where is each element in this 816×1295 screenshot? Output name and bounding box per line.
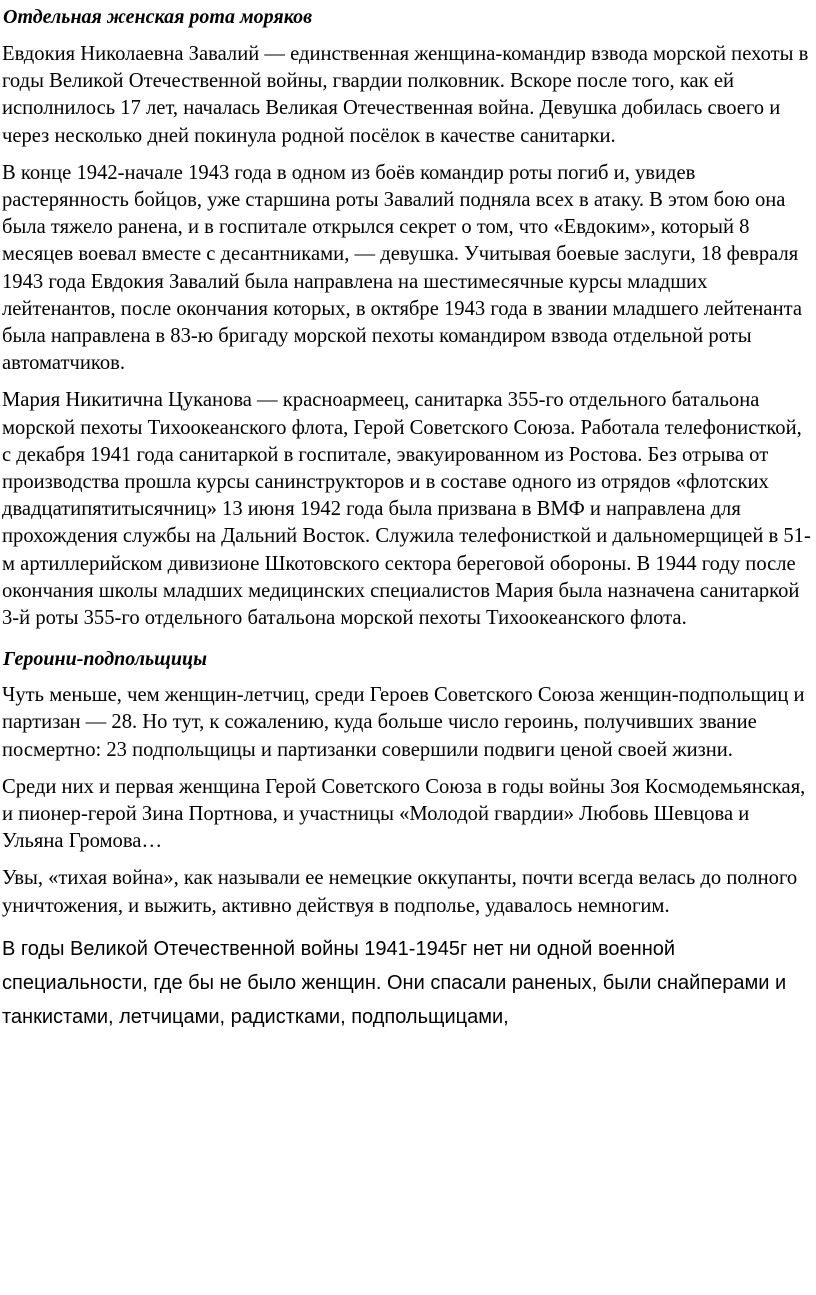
paragraph-zavaliy-battle: В конце 1942-начале 1943 года в одном из боёв командир роты погиб и, увидев растерянность бойцов, уже старшина роты Завалий подняла всех в атаку. В этом бою она была тяжело ранена, и в госпитале открылся секрет о том, что «Евдоким», который 8 месяцев воевал вместе с десантниками, — девушка. Учитывая боевые заслуги, 18 февраля 1943 года Евдокия Завалий была направлена на шестимесячные курсы младших лейтенантов, после окончания которых, в октябре 1943 года в звании младшего лейтенанта была направлена в 83-ю бригаду морской пехоты командиром взвода отдельной роты автоматчиков. [2, 161, 802, 375]
paragraph-silent-war: Увы, «тихая война», как называли ее немецкие оккупанты, почти всегда велась до полного уничтожения, и выжить, активно действуя в подполье, удавалось немногим. [2, 867, 798, 917]
paragraph-tsukanova: Мария Никитична Цуканова — красноармеец, санитарка 355-го отдельного батальона морской пехоты Тихоокеанского флота, Герой Советского Союза. Работала телефонисткой, с декабря 1941 года санитаркой в госпитале, эвакуированном из Ростова. Без отрыва от производства прошла курсы санинструкторов и в составе одного из отрядов «флотских двадцатипятитысячниц» 13 июня 1942 года была призвана в ВМФ и направлена для прохождения службы на Дальний Восток. Служила телефонисткой и дальномерщицей в 51-м артиллерийском дивизионе Шкотовского сектора береговой обороны. В 1944 году после окончания школы младших медицинских специалистов Мария была назначена санитаркой 3-й роты 355-го отдельного батальона морской пехоты Тихоокеанского флота. [2, 389, 811, 630]
section-heading-women-marines: Отдельная женская рота моряков [3, 6, 313, 28]
section-heading-underground-heroines: Героини-подпольщицы [3, 648, 207, 671]
paragraph-underground-count: Чуть меньше, чем женщин-летчиц, среди Героев Советского Союза женщин-подпольщиц и партизан — 28. Но тут, к сожалению, куда больше число героинь, получивших звание посмертно: 23 подпольщицы и партизанки совершили подвиги ценой своей жизни. [2, 684, 805, 761]
paragraph-closing: В годы Великой Отечественной войны 1941-1945г нет ни одной военной специальности, где бы не было женщин. Они спасали раненых, были снайперами и танкистами, летчицами, радистками, подпольщицами, [2, 937, 787, 1028]
paragraph-zavaliy-intro: Евдокия Николаевна Завалий — единственная женщина-командир взвода морской пехоты в годы Великой Отечественной войны, гвардии полковник. Вскоре после того, как ей исполнилось 17 лет, началась Великая Отечественная война. Девушка добилась своего и через несколько дней покинула родной посёлок в качестве санитарки. [2, 43, 809, 147]
paragraph-underground-names: Среди них и первая женщина Герой Советского Союза в годы войны Зоя Космодемьянская, и пионер-герой Зина Портнова, и участницы «Молодой гвардии» Любовь Шевцова и Ульяна Громова… [2, 775, 806, 853]
